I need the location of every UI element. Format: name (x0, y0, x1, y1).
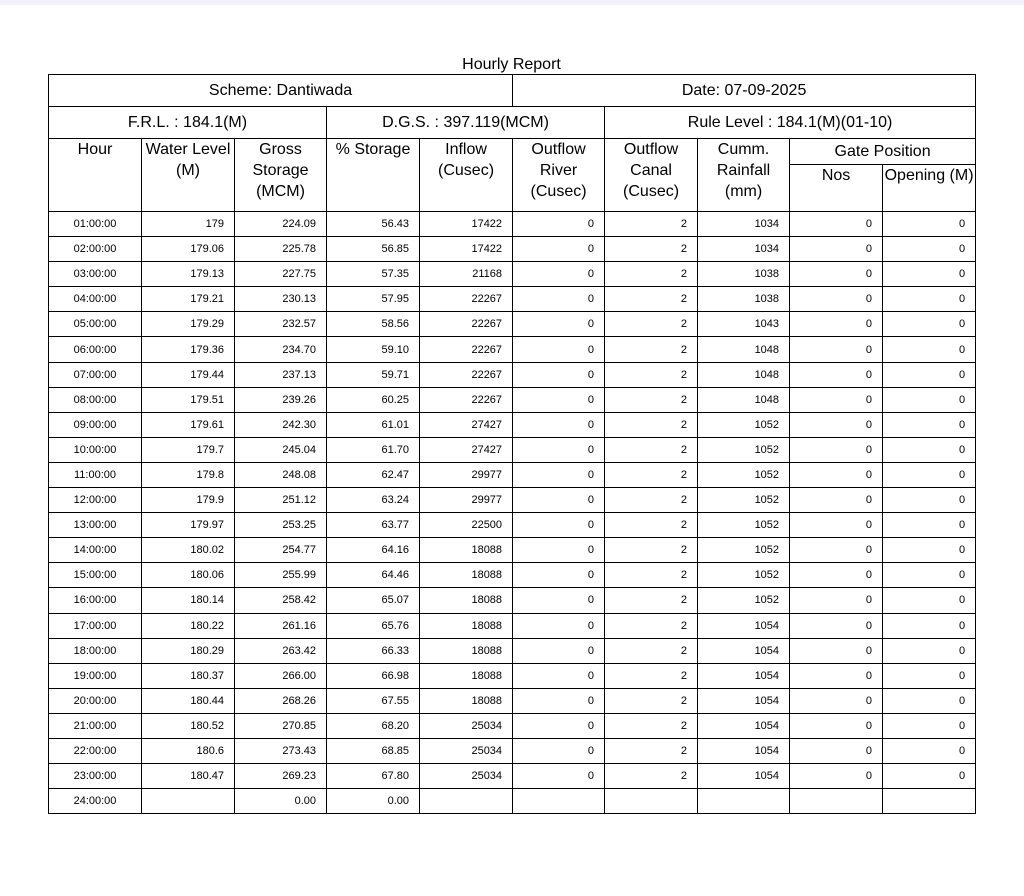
cell-pct-storage: 63.77 (327, 513, 420, 538)
cell-outflow-river: 0 (513, 563, 605, 588)
table-row (49, 563, 976, 588)
cell-gate-opening: 0 (883, 713, 976, 738)
cell-hour: 02:00:00 (49, 237, 142, 262)
cell-outflow-river: 0 (513, 287, 605, 312)
cell-water-level: 180.6 (142, 738, 235, 763)
cell-outflow-canal: 2 (605, 663, 698, 688)
cell-gate-opening: 0 (883, 538, 976, 563)
cell-pct-storage: 67.80 (327, 764, 420, 789)
table-row (49, 713, 976, 738)
cell-pct-storage: 66.33 (327, 638, 420, 663)
cell-gate-opening: 0 (883, 563, 976, 588)
col-header-outflow-river: Outflow River (Cusec) (513, 139, 605, 212)
col-header-water-level: Water Level (M) (142, 139, 235, 212)
cell-gate-opening: 0 (883, 212, 976, 237)
cell-outflow-river: 0 (513, 362, 605, 387)
cell-gross-storage: 273.43 (235, 738, 327, 763)
cell-gross-storage: 237.13 (235, 362, 327, 387)
table-row (49, 337, 976, 362)
cell-gate-nos (790, 789, 883, 814)
cell-outflow-canal: 2 (605, 462, 698, 487)
cell-gate-nos: 0 (790, 513, 883, 538)
table-row (49, 638, 976, 663)
cell-cumm-rainfall: 1048 (698, 362, 790, 387)
table-row (49, 538, 976, 563)
cell-gross-storage: 263.42 (235, 638, 327, 663)
cell-outflow-canal: 2 (605, 538, 698, 563)
table-row (49, 287, 976, 312)
cell-gate-opening: 0 (883, 613, 976, 638)
cell-hour: 04:00:00 (49, 287, 142, 312)
cell-gate-nos: 0 (790, 312, 883, 337)
cell-inflow: 18088 (420, 538, 513, 563)
cell-gate-nos: 0 (790, 613, 883, 638)
cell-pct-storage: 65.76 (327, 613, 420, 638)
cell-cumm-rainfall: 1054 (698, 688, 790, 713)
report-date: Date: 07-09-2025 (513, 75, 976, 107)
cell-gate-opening: 0 (883, 638, 976, 663)
cell-pct-storage: 57.35 (327, 262, 420, 287)
table-row (49, 613, 976, 638)
cell-pct-storage: 57.95 (327, 287, 420, 312)
cell-inflow (420, 789, 513, 814)
cell-inflow: 22267 (420, 337, 513, 362)
cell-gate-opening: 0 (883, 387, 976, 412)
cell-outflow-river: 0 (513, 387, 605, 412)
col-header-pct-storage: % Storage (327, 139, 420, 212)
cell-outflow-canal: 2 (605, 437, 698, 462)
cell-pct-storage: 68.20 (327, 713, 420, 738)
cell-gate-opening: 0 (883, 237, 976, 262)
cell-hour: 24:00:00 (49, 789, 142, 814)
cell-gross-storage: 255.99 (235, 563, 327, 588)
cell-gross-storage: 266.00 (235, 663, 327, 688)
cell-water-level: 179.8 (142, 462, 235, 487)
cell-inflow: 27427 (420, 437, 513, 462)
cell-cumm-rainfall: 1052 (698, 563, 790, 588)
cell-inflow: 22267 (420, 287, 513, 312)
cell-hour: 19:00:00 (49, 663, 142, 688)
cell-gate-nos: 0 (790, 387, 883, 412)
cell-gate-opening: 0 (883, 437, 976, 462)
cell-water-level: 179.61 (142, 412, 235, 437)
cell-gross-storage: 253.25 (235, 513, 327, 538)
cell-outflow-canal: 2 (605, 287, 698, 312)
cell-outflow-canal: 2 (605, 412, 698, 437)
cell-gate-nos: 0 (790, 337, 883, 362)
cell-water-level: 180.22 (142, 613, 235, 638)
cell-water-level: 180.47 (142, 764, 235, 789)
cell-inflow: 25034 (420, 764, 513, 789)
cell-outflow-river: 0 (513, 513, 605, 538)
cell-outflow-river: 0 (513, 437, 605, 462)
cell-outflow-river (513, 789, 605, 814)
cell-hour: 17:00:00 (49, 613, 142, 638)
cell-water-level: 180.06 (142, 563, 235, 588)
cell-gross-storage: 225.78 (235, 237, 327, 262)
cell-inflow: 29977 (420, 462, 513, 487)
table-row (49, 588, 976, 613)
cell-cumm-rainfall: 1034 (698, 212, 790, 237)
cell-pct-storage: 64.16 (327, 538, 420, 563)
cell-cumm-rainfall: 1054 (698, 713, 790, 738)
cell-cumm-rainfall: 1048 (698, 387, 790, 412)
cell-outflow-canal: 2 (605, 237, 698, 262)
cell-gross-storage: 251.12 (235, 488, 327, 513)
cell-cumm-rainfall: 1048 (698, 337, 790, 362)
col-header-inflow: Inflow (Cusec) (420, 139, 513, 212)
cell-gate-nos: 0 (790, 287, 883, 312)
cell-outflow-canal: 2 (605, 312, 698, 337)
cell-pct-storage: 67.55 (327, 688, 420, 713)
cell-gate-opening: 0 (883, 462, 976, 487)
table-row (49, 362, 976, 387)
cell-gate-opening: 0 (883, 262, 976, 287)
cell-hour: 09:00:00 (49, 412, 142, 437)
cell-inflow: 18088 (420, 638, 513, 663)
cell-gate-opening: 0 (883, 663, 976, 688)
cell-inflow: 18088 (420, 563, 513, 588)
cell-outflow-canal: 2 (605, 638, 698, 663)
col-header-gate-opening: Opening (M) (883, 165, 976, 212)
cell-gate-opening: 0 (883, 738, 976, 763)
cell-outflow-canal: 2 (605, 563, 698, 588)
cell-cumm-rainfall: 1052 (698, 588, 790, 613)
cell-gate-opening: 0 (883, 488, 976, 513)
col-header-gate-position: Gate Position (790, 139, 976, 165)
cell-hour: 23:00:00 (49, 764, 142, 789)
col-header-gross-storage: Gross Storage (MCM) (235, 139, 327, 212)
cell-pct-storage: 64.46 (327, 563, 420, 588)
cell-outflow-canal: 2 (605, 262, 698, 287)
cell-outflow-canal: 2 (605, 764, 698, 789)
cell-cumm-rainfall: 1054 (698, 738, 790, 763)
cell-water-level: 180.37 (142, 663, 235, 688)
cell-hour: 07:00:00 (49, 362, 142, 387)
cell-outflow-river: 0 (513, 212, 605, 237)
cell-hour: 15:00:00 (49, 563, 142, 588)
cell-gate-nos: 0 (790, 663, 883, 688)
cell-pct-storage: 56.85 (327, 237, 420, 262)
cell-outflow-river: 0 (513, 688, 605, 713)
table-row (49, 488, 976, 513)
cell-pct-storage: 0.00 (327, 789, 420, 814)
cell-water-level: 179.97 (142, 513, 235, 538)
cell-outflow-river: 0 (513, 237, 605, 262)
cell-cumm-rainfall: 1052 (698, 488, 790, 513)
cell-water-level: 179.06 (142, 237, 235, 262)
cell-gate-nos: 0 (790, 362, 883, 387)
cell-outflow-canal: 2 (605, 337, 698, 362)
cell-gate-opening: 0 (883, 688, 976, 713)
cell-gate-nos: 0 (790, 563, 883, 588)
cell-cumm-rainfall: 1034 (698, 237, 790, 262)
cell-inflow: 22267 (420, 362, 513, 387)
cell-outflow-river: 0 (513, 312, 605, 337)
cell-outflow-canal: 2 (605, 362, 698, 387)
cell-inflow: 27427 (420, 412, 513, 437)
cell-gross-storage: 270.85 (235, 713, 327, 738)
cell-gross-storage: 234.70 (235, 337, 327, 362)
table-row (49, 312, 976, 337)
cell-pct-storage: 61.70 (327, 437, 420, 462)
cell-inflow: 21168 (420, 262, 513, 287)
cell-water-level: 179.51 (142, 387, 235, 412)
table-row (49, 462, 976, 487)
cell-water-level: 179.36 (142, 337, 235, 362)
cell-cumm-rainfall: 1054 (698, 764, 790, 789)
cell-hour: 21:00:00 (49, 713, 142, 738)
table-row (49, 688, 976, 713)
cell-gate-nos: 0 (790, 638, 883, 663)
cell-water-level: 179.21 (142, 287, 235, 312)
cell-water-level: 179.9 (142, 488, 235, 513)
cell-pct-storage: 63.24 (327, 488, 420, 513)
cell-hour: 03:00:00 (49, 262, 142, 287)
cell-gross-storage: 248.08 (235, 462, 327, 487)
table-row (49, 764, 976, 789)
cell-gate-opening: 0 (883, 513, 976, 538)
cell-outflow-river: 0 (513, 713, 605, 738)
cell-water-level: 180.14 (142, 588, 235, 613)
cell-hour: 11:00:00 (49, 462, 142, 487)
cell-gate-opening: 0 (883, 287, 976, 312)
cell-inflow: 22267 (420, 387, 513, 412)
cell-gross-storage: 245.04 (235, 437, 327, 462)
cell-gate-nos: 0 (790, 412, 883, 437)
dgs-label: D.G.S. : 397.119(MCM) (327, 107, 605, 139)
cell-gate-nos: 0 (790, 738, 883, 763)
cell-outflow-canal (605, 789, 698, 814)
cell-outflow-river: 0 (513, 412, 605, 437)
frl-label: F.R.L. : 184.1(M) (49, 107, 327, 139)
cell-gross-storage: 0.00 (235, 789, 327, 814)
cell-pct-storage: 56.43 (327, 212, 420, 237)
cell-outflow-river: 0 (513, 337, 605, 362)
cell-outflow-river: 0 (513, 462, 605, 487)
cell-gross-storage: 254.77 (235, 538, 327, 563)
cell-hour: 01:00:00 (49, 212, 142, 237)
cell-inflow: 18088 (420, 663, 513, 688)
cell-cumm-rainfall: 1054 (698, 638, 790, 663)
cell-cumm-rainfall: 1038 (698, 287, 790, 312)
cell-gate-nos: 0 (790, 588, 883, 613)
cell-water-level: 180.02 (142, 538, 235, 563)
cell-inflow: 18088 (420, 688, 513, 713)
table-row (49, 663, 976, 688)
cell-gate-nos: 0 (790, 713, 883, 738)
cell-inflow: 25034 (420, 713, 513, 738)
cell-water-level: 179.7 (142, 437, 235, 462)
cell-gate-nos: 0 (790, 237, 883, 262)
cell-outflow-river: 0 (513, 663, 605, 688)
cell-hour: 16:00:00 (49, 588, 142, 613)
cell-gate-opening: 0 (883, 412, 976, 437)
cell-water-level (142, 789, 235, 814)
cell-outflow-canal: 2 (605, 613, 698, 638)
report-title: Hourly Report (462, 56, 561, 73)
table-row (49, 387, 976, 412)
cell-inflow: 18088 (420, 613, 513, 638)
cell-gate-nos: 0 (790, 212, 883, 237)
cell-gross-storage: 239.26 (235, 387, 327, 412)
cell-gate-nos: 0 (790, 488, 883, 513)
cell-inflow: 25034 (420, 738, 513, 763)
cell-outflow-canal: 2 (605, 387, 698, 412)
cell-gate-nos: 0 (790, 462, 883, 487)
cell-gross-storage: 232.57 (235, 312, 327, 337)
col-header-gate-nos: Nos (790, 165, 883, 212)
cell-gate-opening (883, 789, 976, 814)
cell-hour: 06:00:00 (49, 337, 142, 362)
cell-outflow-canal: 2 (605, 738, 698, 763)
cell-pct-storage: 58.56 (327, 312, 420, 337)
cell-pct-storage: 59.10 (327, 337, 420, 362)
cell-gate-nos: 0 (790, 688, 883, 713)
cell-gate-opening: 0 (883, 312, 976, 337)
cell-water-level: 179.13 (142, 262, 235, 287)
cell-hour: 08:00:00 (49, 387, 142, 412)
table-row (49, 437, 976, 462)
cell-outflow-river: 0 (513, 764, 605, 789)
cell-gate-opening: 0 (883, 764, 976, 789)
cell-outflow-river: 0 (513, 613, 605, 638)
cell-gross-storage: 269.23 (235, 764, 327, 789)
cell-inflow: 17422 (420, 237, 513, 262)
cell-outflow-canal: 2 (605, 713, 698, 738)
cell-pct-storage: 68.85 (327, 738, 420, 763)
cell-cumm-rainfall: 1054 (698, 663, 790, 688)
rule-level-label: Rule Level : 184.1(M)(01-10) (605, 107, 976, 139)
cell-water-level: 180.52 (142, 713, 235, 738)
cell-gross-storage: 224.09 (235, 212, 327, 237)
cell-hour: 22:00:00 (49, 738, 142, 763)
cell-gate-nos: 0 (790, 262, 883, 287)
cell-hour: 18:00:00 (49, 638, 142, 663)
cell-outflow-river: 0 (513, 588, 605, 613)
cell-pct-storage: 66.98 (327, 663, 420, 688)
cell-gate-opening: 0 (883, 362, 976, 387)
cell-cumm-rainfall (698, 789, 790, 814)
table-row (49, 212, 976, 237)
cell-outflow-canal: 2 (605, 513, 698, 538)
table-row (49, 237, 976, 262)
cell-pct-storage: 60.25 (327, 387, 420, 412)
cell-water-level: 180.29 (142, 638, 235, 663)
col-header-cumm-rainfall: Cumm. Rainfall (mm) (698, 139, 790, 212)
cell-inflow: 18088 (420, 588, 513, 613)
cell-cumm-rainfall: 1052 (698, 412, 790, 437)
cell-cumm-rainfall: 1052 (698, 513, 790, 538)
cell-water-level: 179 (142, 212, 235, 237)
cell-outflow-canal: 2 (605, 212, 698, 237)
table-row (49, 789, 976, 814)
cell-water-level: 179.29 (142, 312, 235, 337)
cell-cumm-rainfall: 1054 (698, 613, 790, 638)
cell-outflow-canal: 2 (605, 688, 698, 713)
cell-cumm-rainfall: 1043 (698, 312, 790, 337)
table-row (49, 738, 976, 763)
scheme-label: Scheme: Dantiwada (49, 75, 513, 107)
cell-outflow-canal: 2 (605, 488, 698, 513)
cell-gross-storage: 261.16 (235, 613, 327, 638)
cell-gross-storage: 242.30 (235, 412, 327, 437)
cell-gross-storage: 258.42 (235, 588, 327, 613)
cell-gate-opening: 0 (883, 337, 976, 362)
cell-gross-storage: 268.26 (235, 688, 327, 713)
cell-outflow-canal: 2 (605, 588, 698, 613)
cell-cumm-rainfall: 1052 (698, 462, 790, 487)
cell-hour: 14:00:00 (49, 538, 142, 563)
cell-gate-nos: 0 (790, 764, 883, 789)
cell-hour: 13:00:00 (49, 513, 142, 538)
cell-cumm-rainfall: 1038 (698, 262, 790, 287)
cell-pct-storage: 59.71 (327, 362, 420, 387)
cell-outflow-river: 0 (513, 738, 605, 763)
cell-hour: 12:00:00 (49, 488, 142, 513)
cell-gate-nos: 0 (790, 437, 883, 462)
cell-inflow: 22500 (420, 513, 513, 538)
table-row (49, 412, 976, 437)
cell-gross-storage: 230.13 (235, 287, 327, 312)
cell-pct-storage: 62.47 (327, 462, 420, 487)
cell-outflow-river: 0 (513, 638, 605, 663)
cell-gross-storage: 227.75 (235, 262, 327, 287)
table-row (49, 262, 976, 287)
cell-gate-opening: 0 (883, 588, 976, 613)
cell-hour: 20:00:00 (49, 688, 142, 713)
col-header-hour: Hour (49, 139, 142, 212)
cell-outflow-river: 0 (513, 538, 605, 563)
cell-gate-nos: 0 (790, 538, 883, 563)
cell-hour: 05:00:00 (49, 312, 142, 337)
cell-outflow-river: 0 (513, 262, 605, 287)
cell-cumm-rainfall: 1052 (698, 437, 790, 462)
cell-water-level: 180.44 (142, 688, 235, 713)
hourly-report-table (48, 74, 976, 814)
cell-inflow: 17422 (420, 212, 513, 237)
col-header-outflow-canal: Outflow Canal (Cusec) (605, 139, 698, 212)
cell-cumm-rainfall: 1052 (698, 538, 790, 563)
cell-pct-storage: 61.01 (327, 412, 420, 437)
cell-water-level: 179.44 (142, 362, 235, 387)
top-edge (0, 0, 1024, 5)
cell-inflow: 29977 (420, 488, 513, 513)
table-row (49, 513, 976, 538)
cell-outflow-river: 0 (513, 488, 605, 513)
cell-pct-storage: 65.07 (327, 588, 420, 613)
report-rows (49, 212, 976, 814)
cell-hour: 10:00:00 (49, 437, 142, 462)
cell-inflow: 22267 (420, 312, 513, 337)
